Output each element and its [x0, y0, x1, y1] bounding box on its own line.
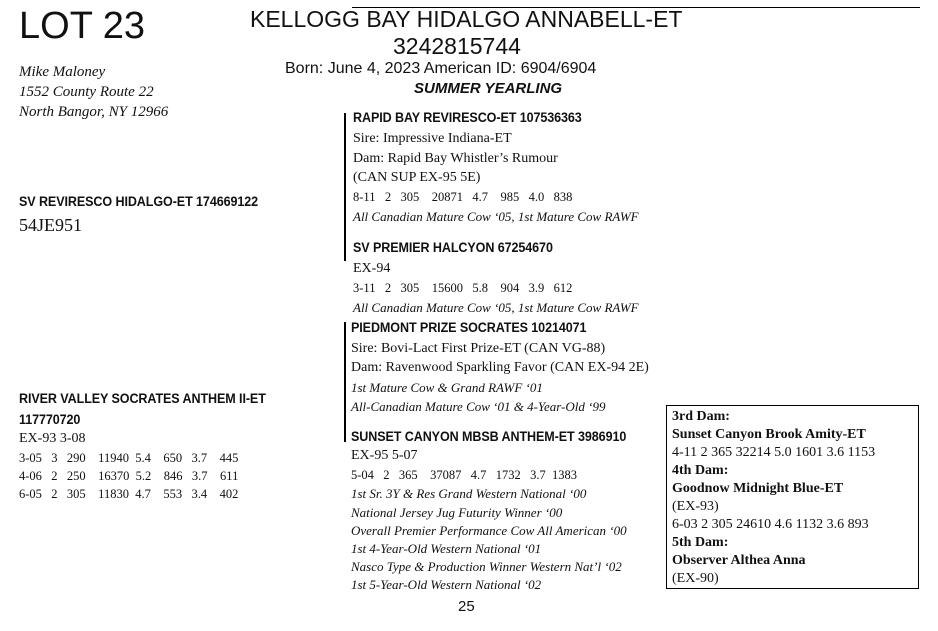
- sire-pedigree-bracket: [344, 113, 346, 261]
- sires-dam-honor: All Canadian Mature Cow ‘05, 1st Mature Cow RAWF: [353, 300, 639, 315]
- fifth-dam-classification: (EX-90): [672, 571, 719, 586]
- sires-dam-name: SV PREMIER HALCYON 67254670: [353, 240, 553, 255]
- class-label: SUMMER YEARLING: [414, 80, 563, 97]
- fifth-dam-name: Observer Althea Anna: [672, 553, 806, 568]
- fourth-dam-classification: (EX-93): [672, 499, 719, 514]
- dams-dam-honor: Nasco Type & Production Winner Western Nat’l ‘02: [351, 559, 622, 574]
- sire-name: SV REVIRESCO HIDALGO-ET 174669122: [19, 194, 259, 209]
- consignor-address-2: North Bangor, NY 12966: [19, 104, 169, 120]
- sires-sire-honor: All Canadian Mature Cow ‘05, 1st Mature Cow RAWF: [353, 209, 639, 224]
- sires-dam-record: 3-11 2 305 15600 5.8 904 3.9 612: [353, 281, 573, 295]
- consignor-address-1: 1552 County Route 22: [19, 84, 154, 100]
- dam-record: 6-05 2 305 11830 4.7 553 3.4 402: [19, 487, 239, 501]
- dam-record: 3-05 3 290 11940 5.4 650 3.7 445: [19, 451, 239, 465]
- dams-dam-honor: 1st Sr. 3Y & Res Grand Western National ‘00: [351, 486, 587, 501]
- third-dam-name: Sunset Canyon Brook Amity-ET: [672, 427, 866, 442]
- dam-reg-number: 117770720: [19, 412, 81, 427]
- sires-sire-line: Dam: Rapid Bay Whistler’s Rumour: [353, 151, 558, 166]
- sires-sire-line: (CAN SUP EX-95 5E): [353, 170, 481, 185]
- dams-dam-honor: 1st 5-Year-Old Western National ‘02: [351, 577, 542, 592]
- page-number: 25: [458, 598, 475, 615]
- consignor-name: Mike Maloney: [19, 64, 106, 80]
- sires-sire-name: RAPID BAY REVIRESCO-ET 107536363: [353, 110, 582, 125]
- fourth-dam-name: Goodnow Midnight Blue-ET: [672, 481, 844, 496]
- sires-sire-line: Sire: Impressive Indiana-ET: [353, 131, 512, 146]
- dams-dam-honor: Overall Premier Performance Cow All American ‘00: [351, 523, 627, 538]
- sire-code: 54JE951: [19, 215, 82, 235]
- born-line: Born: June 4, 2023 American ID: 6904/6904: [285, 60, 597, 77]
- dam-pedigree-bracket: [344, 322, 346, 442]
- dams-sire-name: PIEDMONT PRIZE SOCRATES 10214071: [351, 320, 587, 335]
- dams-sire-honor: All-Canadian Mature Cow ‘01 & 4-Year-Old ‘99: [351, 399, 606, 414]
- dams-dam-record: 5-04 2 365 37087 4.7 1732 3.7 1383: [351, 468, 578, 482]
- animal-name: KELLOGG BAY HIDALGO ANNABELL-ET: [250, 6, 683, 32]
- sires-dam-classification: EX-94: [353, 261, 391, 276]
- fourth-dam-label: 4th Dam:: [672, 463, 729, 478]
- sires-sire-record: 8-11 2 305 20871 4.7 985 4.0 838: [353, 190, 573, 204]
- dams-sire-line: Dam: Ravenwood Sparkling Favor (CAN EX-94 2E): [351, 360, 649, 375]
- registration-number: 3242815744: [393, 33, 521, 59]
- fourth-dam-record: 6-03 2 305 24610 4.6 1132 3.6 893: [672, 517, 869, 532]
- lot-number: LOT 23: [19, 5, 146, 47]
- dams-sire-honor: 1st Mature Cow & Grand RAWF ‘01: [351, 380, 543, 395]
- third-dam-record: 4-11 2 365 32214 5.0 1601 3.6 1153: [672, 445, 876, 460]
- third-dam-label: 3rd Dam:: [672, 409, 730, 424]
- fifth-dam-label: 5th Dam:: [672, 535, 729, 550]
- dams-sire-line: Sire: Bovi-Lact First Prize-ET (CAN VG-88): [351, 341, 606, 356]
- dam-name: RIVER VALLEY SOCRATES ANTHEM II-ET: [19, 391, 266, 406]
- dams-dam-honor: National Jersey Jug Futurity Winner ‘00: [351, 505, 563, 520]
- dam-record: 4-06 2 250 16370 5.2 846 3.7 611: [19, 469, 239, 483]
- dams-dam-honor: 1st 4-Year-Old Western National ‘01: [351, 541, 542, 556]
- dams-dam-classification: EX-95 5-07: [351, 448, 418, 463]
- dams-dam-name: SUNSET CANYON MBSB ANTHEM-ET 3986910: [351, 429, 627, 444]
- dam-classification: EX-93 3-08: [19, 431, 86, 446]
